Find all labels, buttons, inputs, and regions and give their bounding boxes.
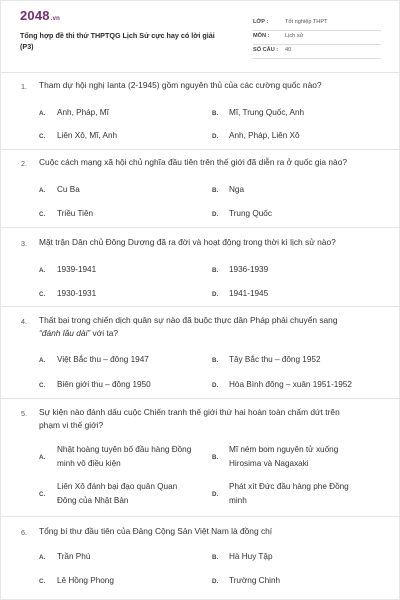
meta-subject-value: Lịch sử [285, 33, 304, 39]
meta-class-key: LỚP : [253, 19, 269, 25]
option-c[interactable]: Liên Xô, Mĩ, Anh [57, 131, 118, 140]
meta-count-value: 40 [285, 47, 292, 53]
option-letter-c: C. [39, 133, 46, 140]
option-a-line1[interactable]: Nhật hoàng tuyên bố đầu hàng Đồng [57, 445, 192, 454]
option-a[interactable]: Việt Bắc thu – đông 1947 [57, 355, 149, 364]
option-a[interactable]: Cu Ba [57, 185, 80, 194]
option-a[interactable]: Anh, Pháp, Mĩ [57, 108, 109, 117]
option-d[interactable]: 1941-1945 [229, 289, 269, 298]
meta-class-value: Tốt nghiệp THPT [285, 19, 328, 25]
option-a[interactable]: Trần Phú [57, 552, 91, 561]
meta-class [253, 17, 381, 31]
header-divider [1, 72, 400, 73]
question-number: 2. [21, 159, 27, 168]
option-b[interactable]: Mĩ, Trung Quốc, Anh [229, 108, 305, 117]
question-divider [1, 306, 400, 307]
option-a-line2[interactable]: minh vô điều kiện [57, 459, 121, 468]
question-text-line1: Sự kiện nào đánh dấu cuộc Chiến tranh thế giới thứ hai hoàn toàn chấm dứt trên [39, 407, 340, 417]
question-divider [1, 398, 400, 399]
question-emphasis: “đánh lâu dài” [39, 328, 91, 338]
question-divider [1, 149, 400, 150]
option-letter-d: D. [212, 382, 219, 389]
option-b-line2[interactable]: Hirosima và Nagaxaki [229, 459, 309, 468]
question-number: 6. [21, 528, 27, 537]
option-d[interactable]: Trung Quốc [229, 209, 272, 218]
question-text: Tham dự hội nghị Ianta (2-1945) gồm nguyên thủ của các cường quốc nào? [39, 80, 322, 90]
meta-count-key: SỐ CÂU : [253, 47, 279, 53]
question-divider [1, 516, 400, 517]
meta-subject [253, 31, 381, 45]
question-number: 4. [21, 317, 27, 326]
option-letter-c: C. [39, 211, 46, 218]
option-d[interactable]: Hòa Bình đông – xuân 1951-1952 [229, 380, 352, 389]
option-c[interactable]: Biên giới thu – đông 1950 [57, 380, 151, 389]
option-d[interactable]: Anh, Pháp, Liên Xô [229, 131, 300, 140]
question-text-line2: phạm vi thế giới? [39, 420, 104, 430]
option-letter-a: A. [39, 187, 46, 194]
option-letter-a: A. [39, 110, 46, 117]
question-text-rest: với ta? [90, 328, 119, 338]
option-letter-c: C. [39, 578, 46, 585]
option-a[interactable]: 1939-1941 [57, 265, 97, 274]
option-d-line1[interactable]: Phát xít Đức đầu hàng phe Đồng [229, 482, 349, 491]
question-text: Cuộc cách mạng xã hội chủ nghĩa đầu tiên trên thế giới đã diễn ra ở quốc gia nào? [39, 157, 348, 167]
option-c[interactable]: Triều Tiên [57, 209, 94, 218]
question-text-line1: Thất bại trong chiến dịch quân sự nào đã buộc thực dân Pháp phải chuyển sang [39, 315, 338, 325]
option-letter-c: C. [39, 382, 46, 389]
option-d[interactable]: Trường Chinh [229, 576, 281, 585]
question-text: Tổng bí thư đầu tiên của Đảng Cộng Sản Việt Nam là đồng chí [39, 526, 273, 536]
meta-question-count [253, 45, 381, 59]
question-text-line2 [39, 327, 374, 340]
logo-text: 2048 [20, 8, 50, 23]
option-c-line2[interactable]: Đông của Nhật Bản [57, 496, 129, 505]
option-c-line1[interactable]: Liên Xô đánh bại đạo quân Quan [57, 482, 178, 491]
question-divider [1, 227, 400, 228]
option-letter-c: C. [39, 491, 46, 498]
option-letter-b: B. [212, 357, 219, 364]
option-d-line2[interactable]: minh [229, 496, 247, 505]
option-letter-a: A. [39, 357, 46, 364]
meta-subject-key: MÔN : [253, 33, 270, 39]
option-b[interactable]: Nga [229, 185, 245, 194]
option-letter-b: B. [212, 110, 219, 117]
option-b[interactable]: 1936-1939 [229, 265, 269, 274]
option-b-line1[interactable]: Mĩ ném bom nguyên tử xuống [229, 445, 339, 454]
option-letter-a: A. [39, 454, 46, 461]
option-letter-b: B. [212, 454, 219, 461]
option-letter-d: D. [212, 491, 219, 498]
option-letter-a: A. [39, 554, 46, 561]
option-letter-d: D. [212, 133, 219, 140]
option-c[interactable]: 1930-1931 [57, 289, 97, 298]
option-letter-d: D. [212, 211, 219, 218]
option-letter-b: B. [212, 554, 219, 561]
option-letter-a: A. [39, 267, 46, 274]
document-title: Tổng hợp đề thi thử THPTQG Lịch Sử cực hay có lời giải (P3) [20, 31, 215, 51]
option-letter-d: D. [212, 578, 219, 585]
logo-suffix: .vn [50, 16, 61, 22]
question-number: 5. [21, 409, 27, 418]
option-letter-c: C. [39, 291, 46, 298]
question-text: Mặt trận Dân chủ Đông Dương đã ra đời và hoạt động trong thời kì lịch sử nào? [39, 237, 336, 247]
document-header [1, 1, 400, 71]
option-letter-d: D. [212, 291, 219, 298]
question-number: 1. [21, 82, 27, 91]
option-b[interactable]: Tây Bắc thu – đông 1952 [229, 355, 321, 364]
question-number: 3. [21, 239, 27, 248]
option-b[interactable]: Hà Huy Tập [229, 552, 273, 561]
option-letter-b: B. [212, 187, 219, 194]
site-logo[interactable] [20, 8, 60, 23]
option-c[interactable]: Lê Hồng Phong [57, 576, 114, 585]
option-letter-b: B. [212, 267, 219, 274]
